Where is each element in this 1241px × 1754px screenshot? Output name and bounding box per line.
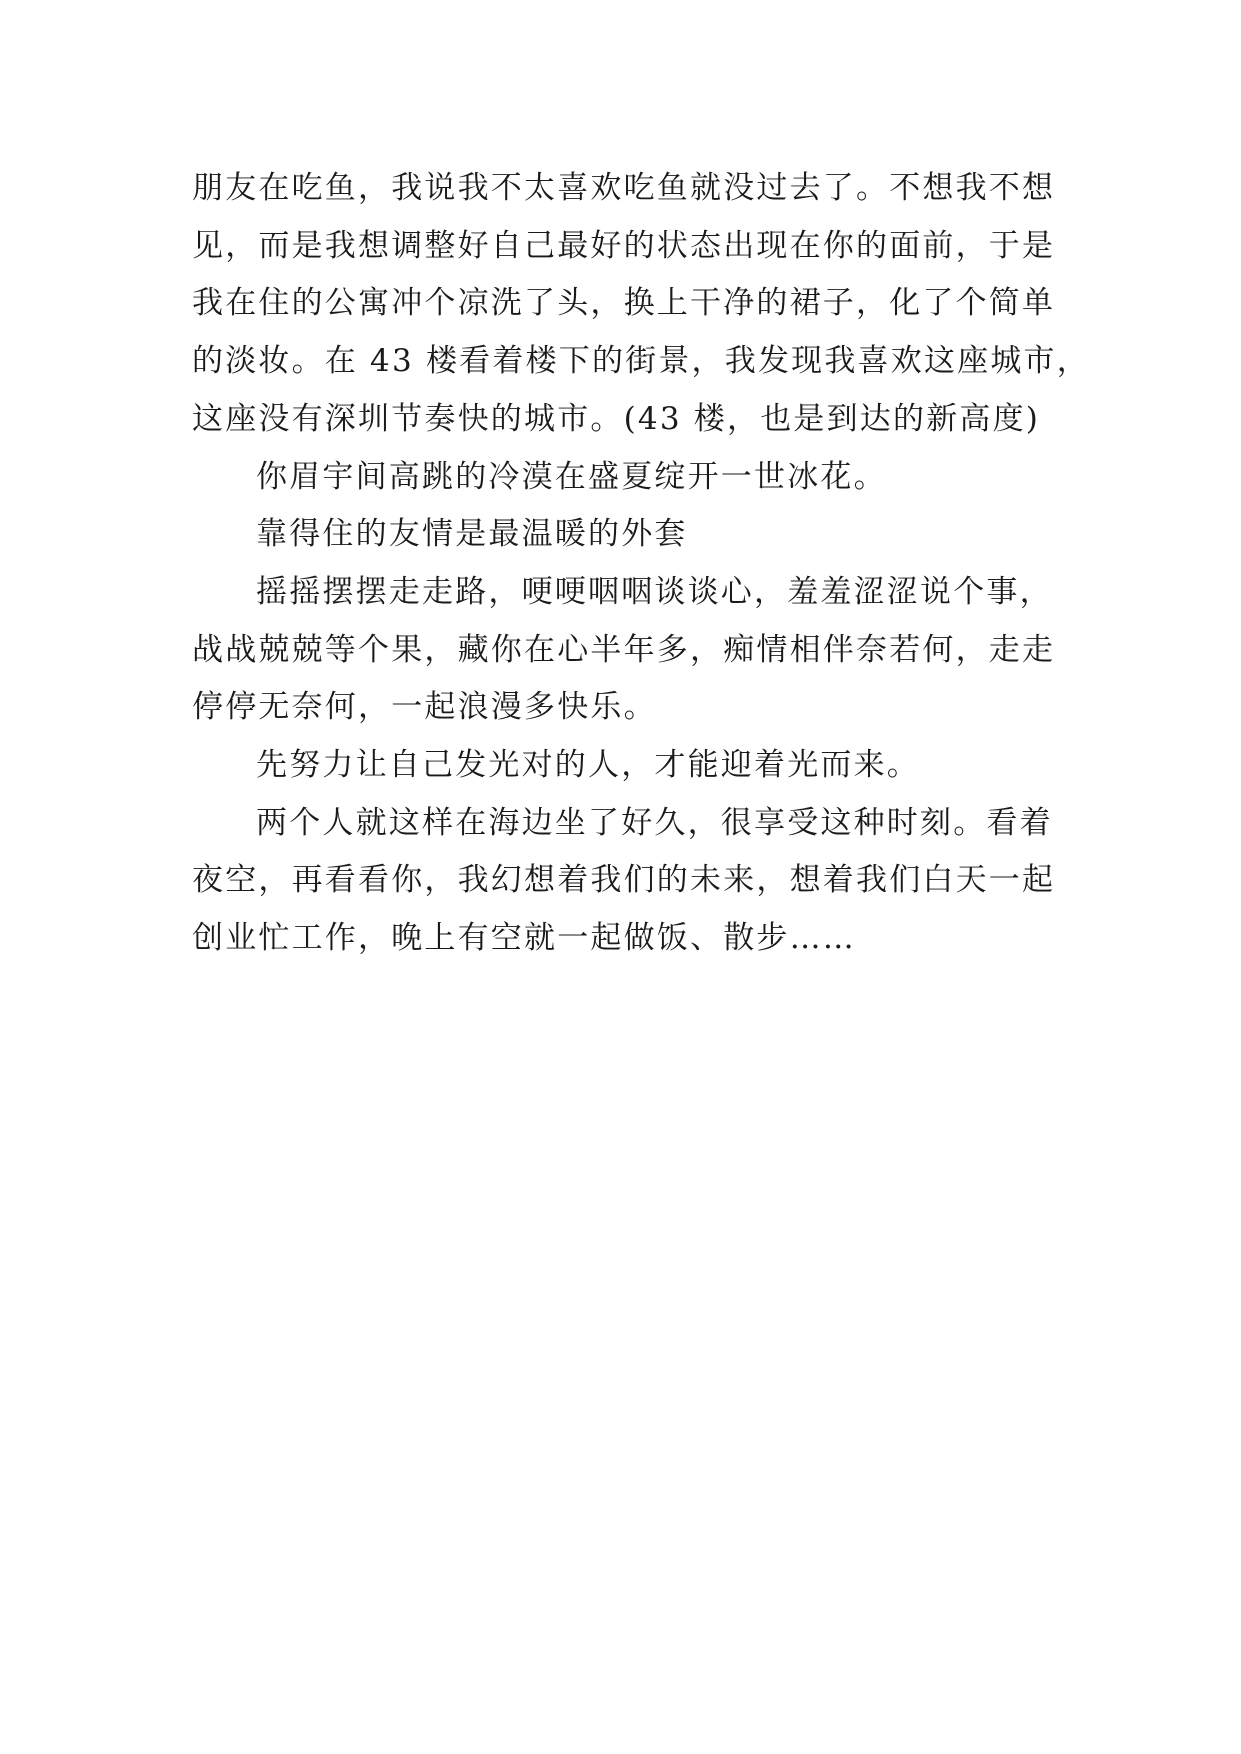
text-line: 我在住的公寓冲个凉洗了头，换上干净的裙子，化了个简单 (192, 285, 1056, 322)
text-line: 先努力让自己发光对的人，才能迎着光而来。 (256, 747, 920, 784)
text-line: 停停无奈何，一起浪漫多快乐。 (192, 689, 657, 726)
text-line: 夜空，再看看你，我幻想着我们的未来，想着我们白天一起 (192, 862, 1056, 899)
text-line: 朋友在吃鱼，我说我不太喜欢吃鱼就没过去了。不想我不想 (192, 170, 1056, 206)
text-line: 的淡妆。在 43 楼看着楼下的街景，我发现我喜欢这座城市， (192, 343, 1090, 380)
text-line: 靠得住的友情是最温暖的外套 (256, 516, 688, 553)
text-line: 战战兢兢等个果，藏你在心半年多，痴情相伴奈若何，走走 (192, 631, 1056, 668)
paragraph-1 (192, 160, 1090, 449)
text-line: 两个人就这样在海边坐了好久，很享受这种时刻。看着 (256, 804, 1053, 841)
paragraph-6 (192, 795, 1056, 968)
text-line: 你眉宇间高跳的冷漠在盛夏绽开一世冰花。 (256, 458, 887, 495)
paragraph-5 (192, 737, 1052, 795)
document-body (192, 160, 1090, 968)
text-line: 这座没有深圳节奏快的城市。(43 楼，也是到达的新高度) (192, 400, 1041, 437)
paragraph-4 (192, 564, 1056, 737)
paragraph-2 (192, 449, 1052, 507)
text-line: 见，而是我想调整好自己最好的状态出现在你的面前，于是 (192, 227, 1056, 264)
text-line: 摇摇摆摆走走路，哽哽咽咽谈谈心，羞羞涩涩说个事， (256, 573, 1053, 610)
text-line: 创业忙工作，晚上有空就一起做饭、散步…… (192, 920, 856, 957)
paragraph-3 (192, 506, 1052, 564)
